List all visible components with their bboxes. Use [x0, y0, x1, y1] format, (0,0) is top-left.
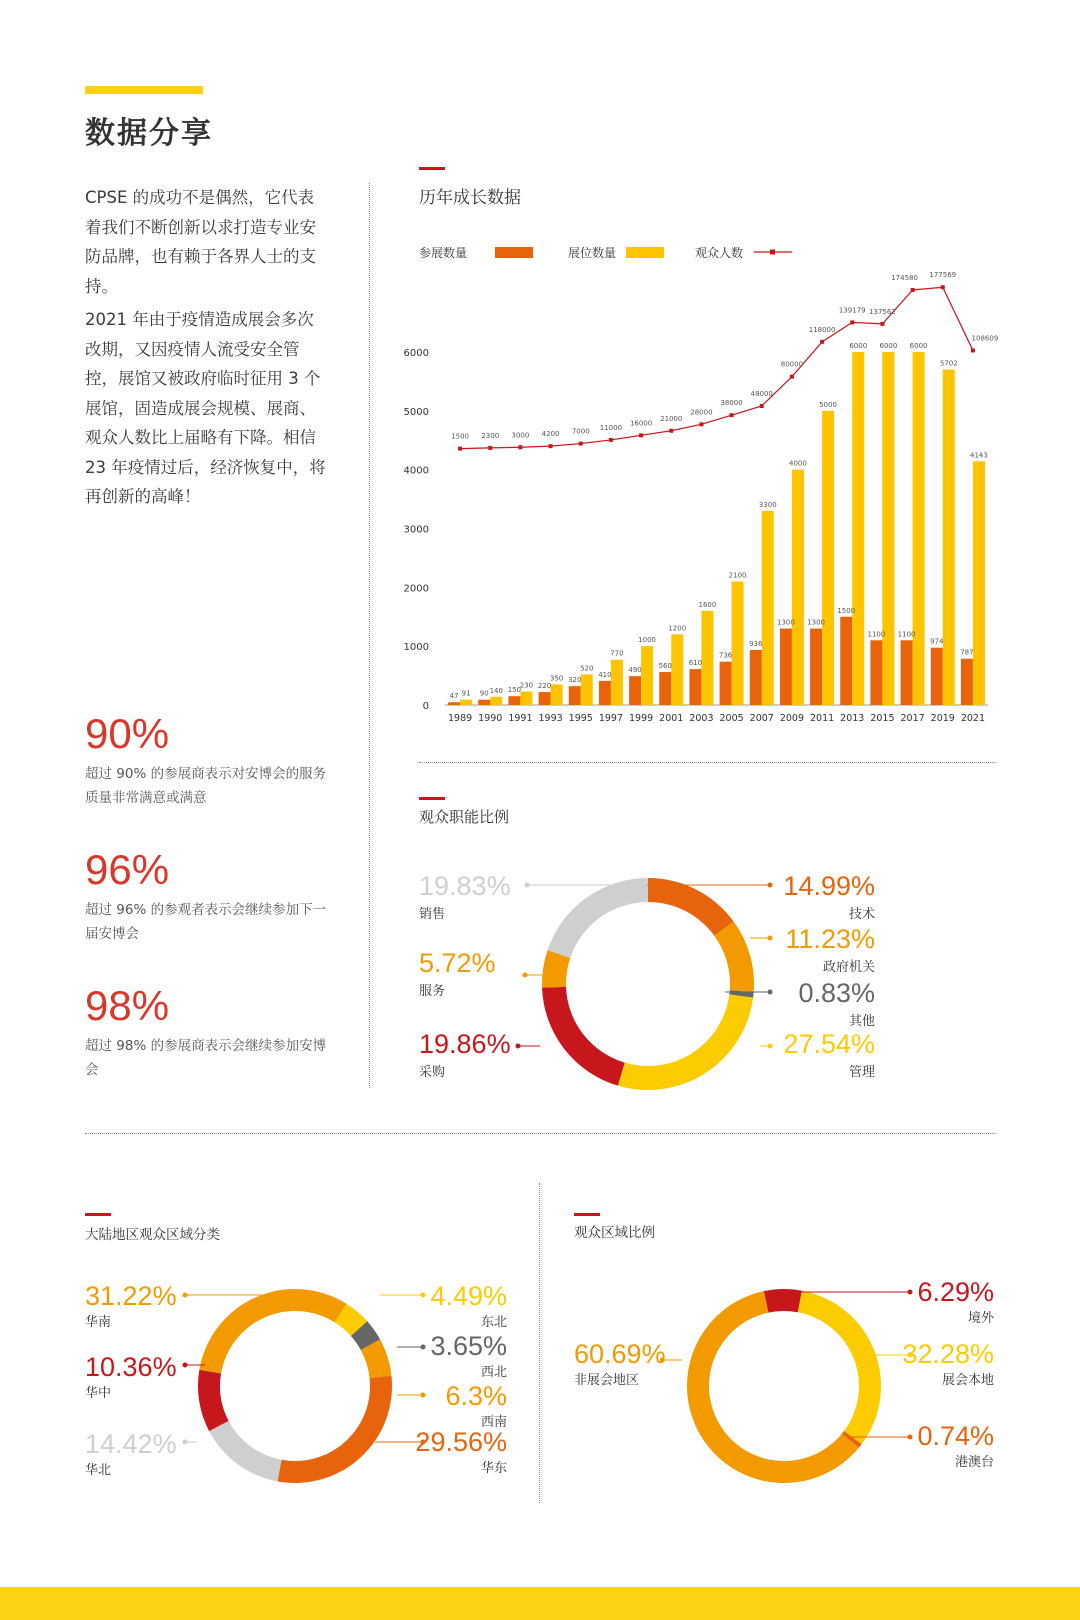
region-chart-title: 观众区域比例 — [574, 1225, 655, 1241]
legend-visitors-label: 观众人数 — [695, 246, 744, 260]
bar-label: 150 — [507, 686, 522, 695]
stat-desc-2: 超过 96% 的参观者表示会继续参加下一届安博会 — [85, 902, 327, 942]
bar-booths — [943, 370, 955, 705]
bar-label: 230 — [519, 681, 534, 690]
pct-central: 10.36% — [85, 1352, 177, 1382]
x-tick-label: 2003 — [689, 713, 714, 724]
bar-label: 560 — [658, 662, 672, 671]
bar-exhibitors — [478, 700, 490, 705]
visitors-label: 137562 — [869, 307, 896, 316]
bar-exhibitors — [870, 640, 882, 705]
x-tick-label: 2019 — [930, 713, 955, 724]
bar-label: 1500 — [837, 606, 856, 615]
label-technology: 技术 — [848, 907, 875, 922]
bar-label: 610 — [688, 659, 703, 668]
label-central: 华中 — [85, 1386, 112, 1401]
bar-exhibitors — [931, 648, 943, 705]
pct-southwest: 6.3% — [445, 1381, 507, 1411]
y-tick-label: 0 — [422, 701, 429, 712]
section-marker — [574, 1213, 600, 1216]
y-tick-label: 1000 — [403, 642, 429, 654]
x-tick-label: 2007 — [749, 713, 774, 724]
bar-exhibitors — [508, 696, 520, 705]
visitors-label: 139179 — [838, 306, 866, 315]
bar-booths — [822, 411, 834, 705]
visitors-point — [639, 433, 643, 437]
label-purchasing: 采购 — [419, 1065, 446, 1080]
bar-exhibitors — [539, 692, 551, 705]
visitors-label: 177569 — [929, 271, 957, 280]
pct-technology: 14.99% — [783, 871, 875, 901]
bar-booths — [792, 470, 804, 705]
bar-label: 410 — [598, 670, 612, 679]
pct-sales: 19.83% — [419, 871, 511, 901]
section-marker — [419, 797, 445, 800]
x-tick-label: 1989 — [447, 713, 473, 724]
bar-booths — [762, 511, 774, 705]
label-management: 管理 — [848, 1065, 875, 1080]
visitors-label: 2300 — [481, 431, 500, 440]
visitors-label: 16000 — [629, 419, 653, 428]
x-tick-label: 2005 — [719, 713, 744, 724]
bar-booths — [732, 581, 744, 705]
bar-label: 770 — [610, 649, 624, 658]
bar-exhibitors — [810, 629, 822, 705]
pct-hk-macau-tw: 0.74% — [917, 1421, 994, 1451]
visitors-label: 108609 — [971, 334, 999, 343]
bar-booths — [520, 691, 532, 705]
label-non-local: 非展会地区 — [574, 1373, 640, 1388]
visitors-point — [488, 446, 492, 450]
visitors-point — [730, 413, 734, 417]
visitors-label: 80000 — [780, 360, 804, 369]
bar-booths — [973, 461, 985, 705]
bar-label: 4143 — [970, 451, 988, 460]
x-tick-label: 1991 — [508, 713, 533, 724]
x-tick-label: 2017 — [900, 713, 925, 724]
bar-exhibitors — [659, 672, 671, 705]
x-tick-label: 1999 — [628, 713, 654, 724]
bar-booths — [641, 646, 653, 705]
visitors-point — [971, 348, 975, 352]
legend-booths-label: 展位数量 — [568, 246, 617, 260]
visitors-label: 174580 — [891, 273, 918, 282]
bar-label: 5000 — [819, 400, 837, 409]
bar-label: 1300 — [807, 618, 825, 627]
bar-label: 6000 — [849, 342, 868, 350]
bar-booths — [581, 674, 593, 705]
visitors-label: 7000 — [571, 427, 590, 436]
pct-non-local: 60.69% — [574, 1339, 666, 1369]
bar-label: 320 — [568, 676, 582, 685]
label-local: 展会本地 — [941, 1373, 994, 1388]
horizontal-divider — [85, 1133, 995, 1134]
stat-value-2: 96% — [85, 846, 170, 893]
pct-south: 31.22% — [85, 1281, 177, 1311]
x-tick-label: 2021 — [960, 713, 986, 724]
y-tick-label: 6000 — [403, 348, 429, 359]
legend-exhibitors-label: 参展数量 — [419, 246, 468, 260]
x-tick-label: 2001 — [659, 713, 684, 724]
bar-label: 220 — [537, 682, 552, 691]
visitors-point — [699, 422, 703, 426]
bar-exhibitors — [689, 669, 701, 705]
label-overseas: 境外 — [967, 1311, 994, 1326]
accent-bar — [85, 86, 203, 94]
label-northwest: 西北 — [480, 1365, 507, 1380]
growth-chart — [400, 255, 1000, 735]
bar-exhibitors — [780, 629, 792, 705]
label-other: 其他 — [848, 1014, 875, 1029]
label-south: 华南 — [85, 1315, 112, 1330]
x-tick-label: 1995 — [568, 713, 593, 724]
visitors-label: 48000 — [750, 390, 773, 398]
bar-exhibitors — [629, 676, 641, 705]
section-marker — [85, 1213, 111, 1216]
section-marker — [419, 167, 445, 170]
bar-label: 1000 — [638, 636, 656, 645]
bar-label: 1100 — [897, 630, 916, 639]
bar-label: 91 — [461, 689, 471, 698]
mainland-chart-title: 大陆地区观众区域分类 — [85, 1227, 220, 1243]
x-tick-label: 2009 — [779, 713, 805, 724]
visitors-point — [518, 445, 522, 449]
bar-exhibitors — [750, 650, 762, 705]
visitors-point — [669, 429, 673, 433]
bar-booths — [460, 700, 472, 705]
bar-exhibitors — [720, 662, 732, 705]
visitors-label: 38000 — [720, 399, 743, 408]
visitors-point — [549, 444, 553, 448]
bar-label: 6000 — [879, 342, 898, 350]
bar-label: 140 — [489, 686, 503, 695]
pct-management: 27.54% — [783, 1029, 875, 1059]
y-tick-label: 2000 — [403, 583, 429, 595]
visitors-point — [820, 340, 824, 344]
bar-exhibitors — [448, 702, 460, 705]
label-government: 政府机关 — [822, 960, 875, 975]
vertical-divider — [539, 1183, 540, 1503]
bar-label: 6000 — [909, 342, 928, 350]
pct-north: 14.42% — [85, 1429, 177, 1459]
x-tick-label: 2013 — [840, 713, 865, 724]
visitors-point — [941, 285, 945, 289]
function-chart-title: 观众职能比例 — [419, 808, 510, 826]
label-north: 华北 — [85, 1463, 112, 1478]
bar-label: 1200 — [668, 624, 687, 633]
bar-exhibitors — [569, 686, 581, 705]
label-sales: 销售 — [419, 907, 446, 922]
bar-exhibitors — [599, 681, 611, 705]
pct-government: 11.23% — [785, 924, 875, 954]
pct-east: 29.56% — [415, 1427, 507, 1457]
bar-booths — [551, 684, 563, 705]
bar-label: 974 — [930, 637, 944, 646]
y-tick-label: 4000 — [403, 465, 429, 477]
x-tick-label: 2015 — [870, 713, 895, 724]
visitors-label: 21000 — [660, 414, 683, 423]
vertical-divider — [369, 183, 370, 1088]
visitors-point — [850, 320, 854, 324]
visitors-label: 118000 — [808, 325, 836, 334]
visitors-point — [760, 404, 764, 408]
bar-label: 490 — [628, 666, 642, 675]
page-title: 数据分享 — [85, 116, 213, 151]
x-tick-label: 1993 — [538, 713, 563, 724]
bar-label: 936 — [749, 639, 763, 648]
label-east: 华东 — [480, 1461, 507, 1476]
intro-paragraph-2: 2021 年由于疫情造成展会多次改期，又因疫情人流受安全管控，展馆又被政府临时征用 3 个展馆，固造成展会规模、展商、观众人数比上届略有下降。相信 23 年疫情过后，经济恢复中，将再创新的高峰！ — [85, 310, 326, 506]
bar-booths — [913, 352, 925, 705]
bar-booths — [852, 352, 864, 705]
visitors-label: 1500 — [451, 432, 469, 441]
bar-exhibitors — [840, 617, 852, 705]
bar-booths — [701, 611, 713, 705]
visitors-point — [790, 375, 794, 379]
bar-booths — [882, 352, 894, 705]
bar-booths — [490, 697, 502, 705]
pct-northeast: 4.49% — [430, 1281, 507, 1311]
bar-label: 47 — [449, 692, 459, 701]
visitors-point — [579, 442, 583, 446]
pct-overseas: 6.29% — [917, 1277, 994, 1307]
bar-label: 350 — [549, 674, 564, 683]
growth-chart-title: 历年成长数据 — [419, 188, 521, 208]
bar-label: 2100 — [728, 571, 747, 580]
bar-booths — [671, 634, 683, 705]
horizontal-divider — [419, 762, 995, 763]
visitors-label: 28000 — [690, 408, 713, 417]
bar-label: 3300 — [758, 500, 777, 509]
footer-band — [0, 1587, 1080, 1620]
pct-northwest: 3.65% — [430, 1331, 507, 1361]
visitors-point — [880, 322, 884, 326]
bar-label: 520 — [580, 664, 594, 673]
bar-label: 4000 — [789, 459, 807, 468]
visitors-point — [911, 288, 915, 292]
bar-label: 1600 — [698, 600, 717, 609]
visitors-label: 11000 — [599, 423, 623, 432]
stat-value-3: 98% — [85, 982, 170, 1029]
visitors-point — [458, 447, 462, 451]
label-hk-macau-tw: 港澳台 — [954, 1455, 994, 1470]
bar-label: 736 — [718, 651, 733, 660]
y-tick-label: 3000 — [403, 524, 429, 536]
label-northeast: 东北 — [480, 1315, 507, 1330]
intro-paragraph-1: CPSE 的成功不是偶然，它代表着我们不断创新以求打造专业安防品牌，也有赖于各界人士的支持。 — [85, 188, 316, 296]
visitors-point — [609, 438, 613, 442]
pct-service: 5.72% — [419, 948, 496, 978]
bar-label: 5702 — [939, 359, 958, 368]
x-tick-label: 1997 — [598, 713, 624, 724]
pct-other: 0.83% — [798, 978, 875, 1008]
pct-purchasing: 19.86% — [419, 1029, 511, 1059]
x-tick-label: 2011 — [809, 713, 835, 724]
stat-desc-1: 超过 90% 的参展商表示对安博会的服务质量非常满意或满意 — [85, 766, 327, 806]
x-tick-label: 1990 — [478, 713, 503, 724]
bar-booths — [611, 660, 623, 705]
bar-exhibitors — [961, 659, 973, 705]
stat-desc-3: 超过 98% 的参展商表示会继续参加安博会 — [85, 1038, 327, 1078]
stat-value-1: 90% — [85, 710, 170, 757]
visitors-line — [460, 287, 973, 448]
visitors-label: 4200 — [541, 430, 560, 439]
label-southwest: 西南 — [480, 1415, 507, 1430]
pct-local: 32.28% — [902, 1339, 994, 1369]
y-tick-label: 5000 — [403, 406, 429, 418]
visitors-label: 3000 — [511, 431, 530, 440]
bar-label: 1100 — [867, 630, 886, 639]
bar-label: 90 — [479, 689, 489, 698]
bar-label: 787 — [960, 648, 974, 657]
bar-label: 1300 — [777, 618, 795, 627]
label-service: 服务 — [419, 984, 446, 999]
intro-text — [85, 183, 330, 516]
bar-exhibitors — [901, 640, 913, 705]
